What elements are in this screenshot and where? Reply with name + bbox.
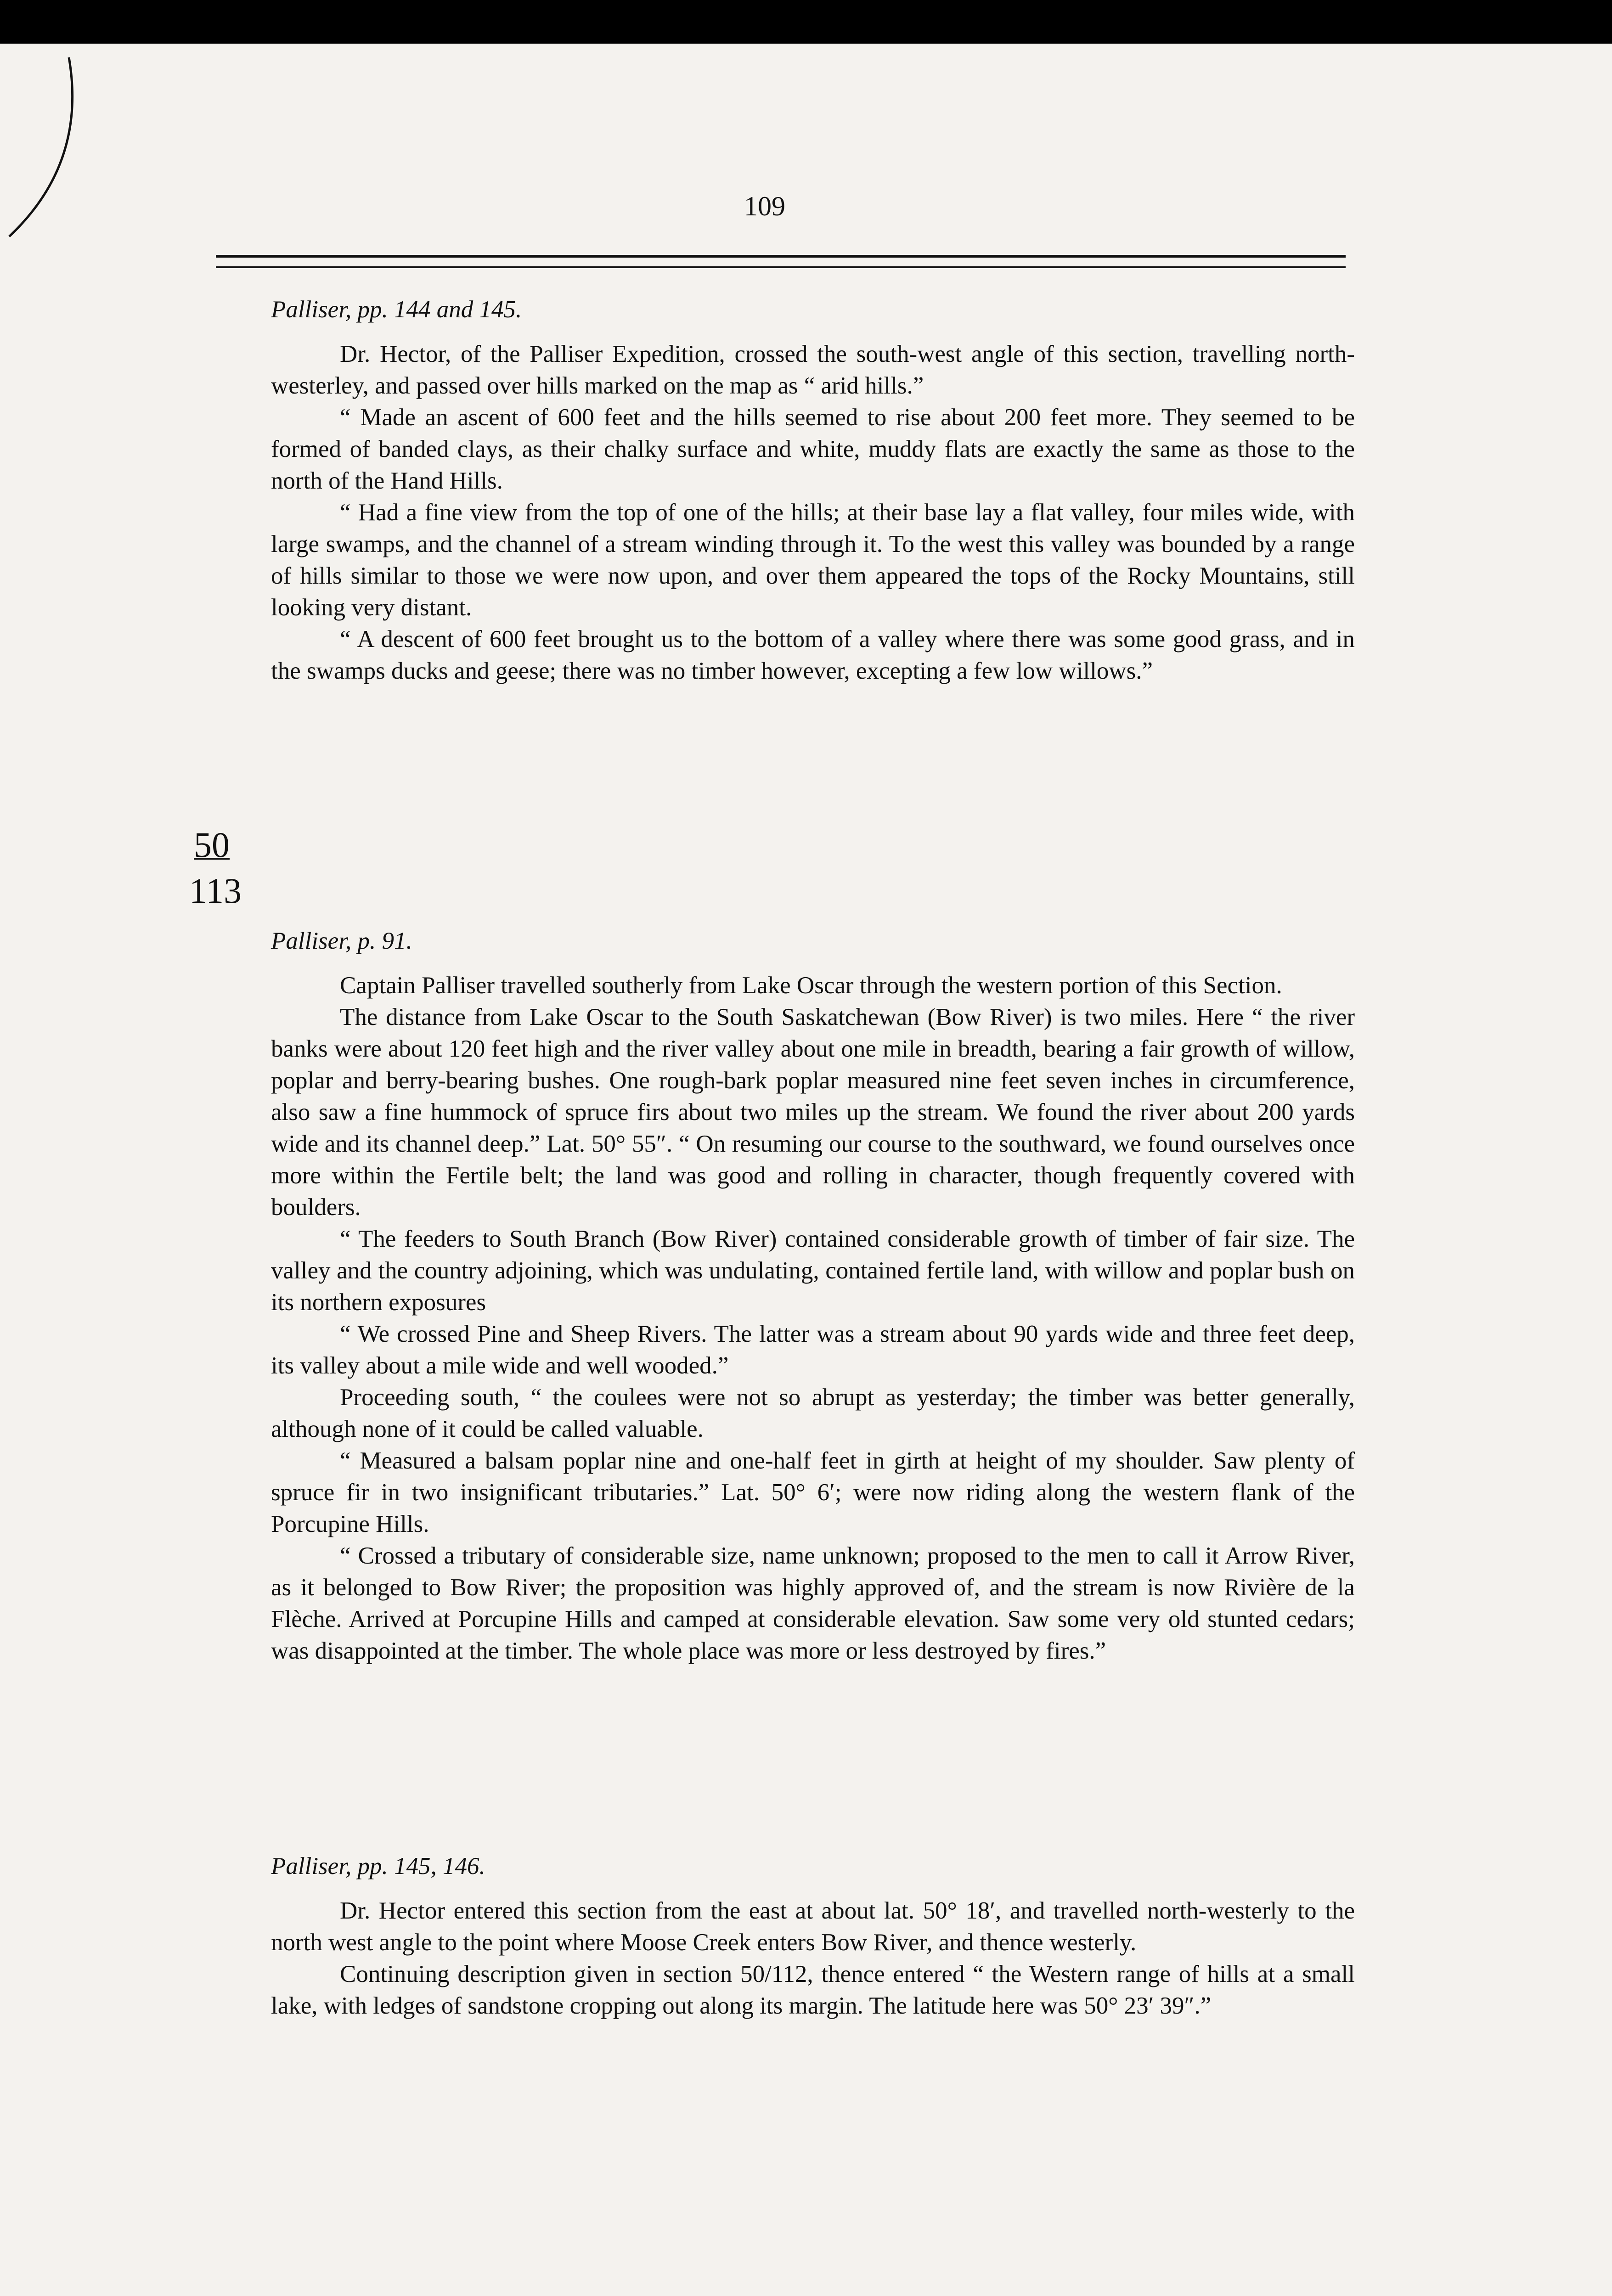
paragraph: “ Made an ascent of 600 feet and the hills seemed to rise about 200 feet more. They seemed to be formed of banded clays, as their chalky surface and white, muddy flats are exactly the same as those to the north of the Hand Hills. [271,404,1355,494]
section-block-2 [271,925,1355,1667]
header-rule [216,255,1346,258]
paragraph: Dr. Hector entered this section from the east at about lat. 50° 18′, and travelled north-westerly to the north west angle to the point where Moose Creek enters Bow River, and thence westerly. [271,1897,1355,1956]
header-rule-thin [216,266,1346,268]
paragraph: Proceeding south, “ the coulees were not so abrupt as yesterday; the timber was better generally, although none of it could be called valuable. [271,1384,1355,1442]
paragraph: “ Crossed a tributary of considerable size, name unknown; proposed to the men to call it Arrow River, as it belonged to Bow River; the proposition was highly approved of, and the stream is now Rivière de la Flèche. Arrived at Porcupine Hills and camped at considerable elevation. Saw some very old stunted cedars; was disappointed at the timber. The whole place was more or less destroyed by fires.” [271,1542,1355,1664]
paragraph: “ Had a fine view from the top of one of the hills; at their base lay a flat valley, four miles wide, with large swamps, and the channel of a stream winding through it. To the west this valley was bounded by a range of hills similar to those we were now upon, and over them appeared the tops of the Rocky Mountains, still looking very distant. [271,499,1355,621]
binding-curve-mark [0,44,138,273]
paragraph: Dr. Hector, of the Palliser Expedition, crossed the south-west angle of this section, travelling north-westerley, and passed over hills marked on the map as “ arid hills.” [271,341,1355,399]
paragraph: “ Measured a balsam poplar nine and one-half feet in girth at height of my shoulder. Saw plenty of spruce fir in two insignificant tributaries.” Lat. 50° 6′; were now riding along the western flank of the Porcupine Hills. [271,1447,1355,1537]
section-number-top: 50 [194,825,230,865]
page-number: 109 [744,191,785,221]
section-block-3 [271,1851,1355,2022]
paragraph: “ A descent of 600 feet brought us to the bottom of a valley where there was some good grass, and in the swamps ducks and geese; there was no timber however, excepting a few low willows.” [271,626,1355,684]
paragraph: “ The feeders to South Branch (Bow River) contained considerable growth of timber of fair size. The valley and the country adjoining, which was undulating, contained fertile land, with willow and poplar bush on its northern exposures [271,1226,1355,1316]
paragraph: The distance from Lake Oscar to the South Saskatchewan (Bow River) is two miles. Here “ the river banks were about 120 feet high and the river valley about one mile in breadth, bearing a fair growth of willow, poplar and berry-bearing bushes. One rough-bark poplar measured nine feet seven inches in circumference, also saw a fine hummock of spruce firs about two miles up the stream. We found the river about 200 yards wide and its channel deep.” Lat. 50° 55″. “ On resuming our course to the southward, we found ourselves once more within the Fertile belt; the land was good and rolling in character, though frequently covered with boulders. [271,1004,1355,1221]
reference-heading: Palliser, pp. 145, 146. [271,1853,485,1880]
section-number-bottom: 113 [189,871,242,911]
paragraph: “ We crossed Pine and Sheep Rivers. The latter was a stream about 90 yards wide and three feet deep, its valley about a mile wide and well wooded.” [271,1321,1355,1379]
reference-heading: Palliser, pp. 144 and 145. [271,296,522,323]
paragraph: Continuing description given in section 50/112, thence entered “ the Western range of hills at a small lake, with ledges of sandstone cropping out along its margin. The latitude here was 50° 23′ 39″.” [271,1961,1355,2019]
paragraph: Captain Palliser travelled southerly from Lake Oscar through the western portion of this Section. [340,972,1282,999]
section-block-1 [271,294,1355,687]
reference-heading: Palliser, p. 91. [271,928,412,954]
document-page [0,44,1612,2296]
